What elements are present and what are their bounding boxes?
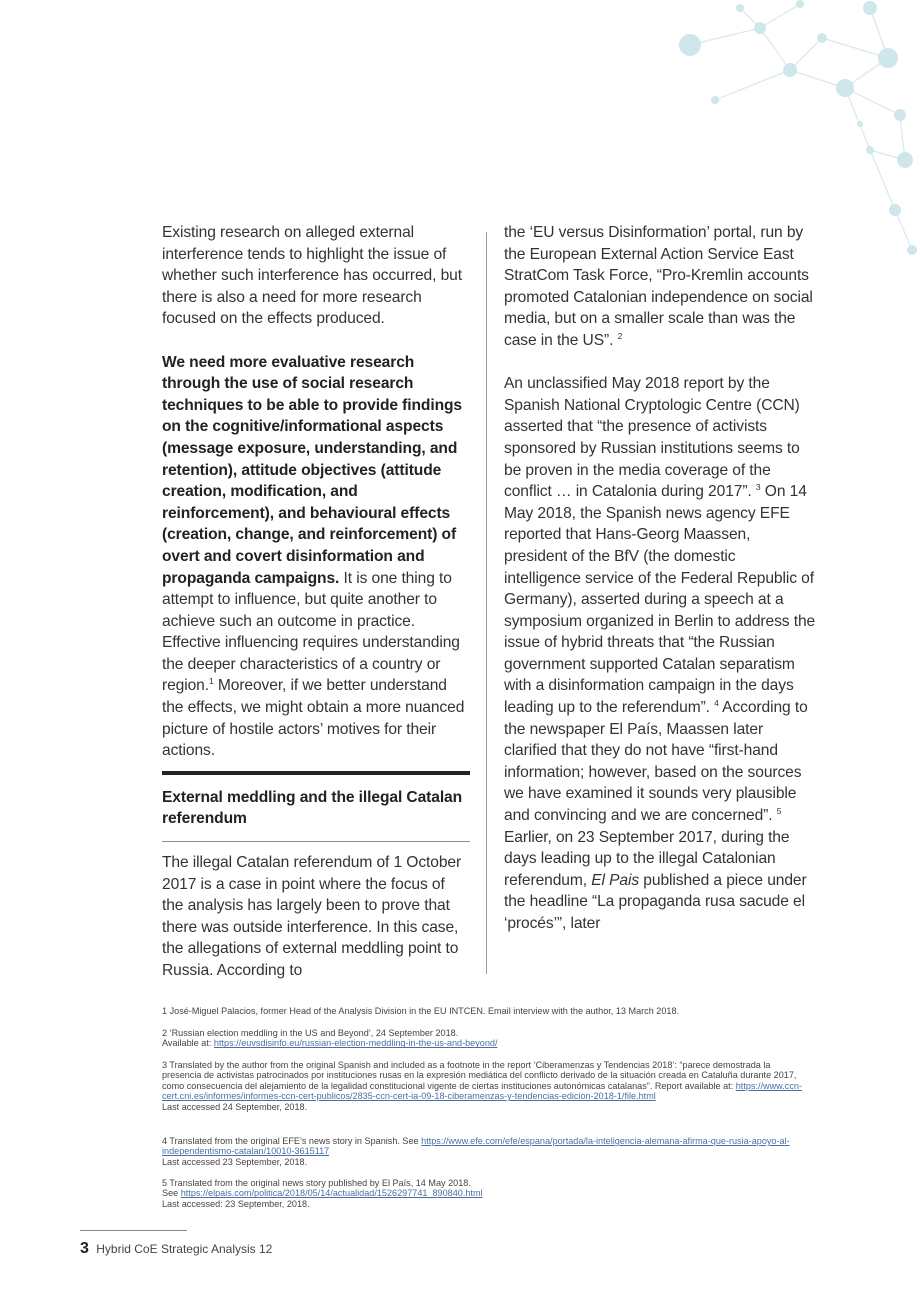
publication-title: Hybrid CoE Strategic Analysis 12 [96,1242,273,1256]
footnote-4: 4 Translated from the original EFE’s news story in Spanish. See https://www.efe.com/efe/espana/portada/la-inteligencia-alemana-afirma-que-rusia-apoyo-al-independentismo-catalan/10010-3615117 Last accessed 23 September, 2018. [162,1136,790,1167]
footnote-ref-4[interactable]: 4 [714,698,719,709]
body-text: Moreover, if we better understand the effects, we might obtain a more nuanced picture of hostile actors’ motives for their actions. [162,677,465,760]
footnote-5: 5 Translated from the original news story published by El País, 14 May 2018. See https://elpais.com/politica/2018/05/14/actualidad/1526297741_890840.html Last accessed: 23 September, 2018. [162,1178,483,1209]
left-column [162,222,470,982]
paragraph-catalan-referendum: The illegal Catalan referendum of 1 October 2017 is a case in point where the focus of the analysis has largely been to prove that there was outside interference. In this case, the allegations of external meddling point to Russia. According to [162,854,462,979]
footnote-ref-2[interactable]: 2 [617,330,623,341]
footnote-link[interactable]: https://elpais.com/politica/2018/05/14/actualidad/1526297741_890840.html [180,1188,483,1199]
page-footer [80,1240,272,1258]
body-text: An unclassified May 2018 report by the Spanish National Cryptologic Centre (CCN) asserted that “the presence of activists sponsored by Russian institutions seems to be proven in the media coverage of the conflict … in Catalonia during 2017”. [504,375,800,501]
bold-statement: We need more evaluative research through the use of social research techniques to be able to provide findings on the cognitive/informational aspects (message exposure, understanding, and retention), attitude objectives (attitude creation, modification, and reinforcement), and behavioural effects (creation, change, and reinforcement) of overt and covert disinformation and propaganda campaigns. [162,353,463,587]
footnote-link[interactable]: https://www.efe.com/efe/espana/portada/la-inteligencia-alemana-afirma-que-rusia-apoyo-al-independentismo-catalan/10010-3615117 [162,1136,790,1157]
paragraph-research-gap: Existing research on alleged external interference tends to highlight the issue of whether such interference has occurred, but there is also a need for more research focused on the effects produced. [162,224,462,328]
section-subheading: External meddling and the illegal Catalan referendum [162,788,463,828]
body-text: According to the newspaper El País, Maassen later clarified that they do not have “first-hand information; however, based on the sources we have examined it sounds very plausible and convincing and we are concerned”. [504,699,808,825]
right-column [504,222,816,935]
page-number: 3 [80,1240,89,1257]
footnote-ref-3[interactable]: 3 [755,482,761,493]
section-divider-thick [162,771,470,775]
paragraph-evaluative-research [162,352,470,762]
footnote-1: 1 José-Miguel Palacios, former Head of the Analysis Division in the EU INTCEN. Email interview with the author, 13 March 2018. [162,1006,680,1016]
body-text: On 14 May 2018, the Spanish news agency EFE reported that Hans-Georg Maassen, president of the BfV (the domestic intelligence service of the Federal Republic of Germany), asserted during a speech at a symposium organized in Berlin to address the issue of hybrid threats that “the Russian government supported Catalan separatism with a disinformation campaign in the days leading up to the referendum”. [504,483,816,717]
footnote-2: 2 ‘Russian election meddling in the US and Beyond’, 24 September 2018. Available at: https://euvsdisinfo.eu/russian-election-meddling-in-the-us-and-beyond/ [162,1028,498,1049]
italic-publication-name: El Pais [591,871,640,889]
column-divider [486,232,487,974]
body-text: It is one thing to attempt to influence, but quite another to achieve such an outcome in practice. Effective influencing requires understanding the deeper characteristics of a country or region. [162,569,460,695]
footnote-ref-1[interactable]: 1 [208,676,214,687]
paragraph-eu-disinfo [504,222,816,352]
footnote-ref-5[interactable]: 5 [776,806,782,817]
body-text: Earlier, on 23 September 2017, during the days leading up to the illegal Catalonian referendum, [504,828,790,889]
footnote-link[interactable]: https://euvsdisinfo.eu/russian-election-meddling-in-the-us-and-beyond/ [213,1038,498,1049]
body-text: published a piece under the headline “La propaganda rusa sacude el ‘procés’”, later [504,871,807,932]
section-divider-thin [162,841,470,842]
footnote-link[interactable]: https://www.ccn-cert.cni.es/informes/informes-ccn-cert-publicos/2835-ccn-cert-ia-09-18-ciberamenzas-y-tendencias-edicion-2018-1/file.html [162,1080,802,1102]
footnote-3: 3 Translated by the author from the original Spanish and included as a footnote in the report ‘Ciberamenzas y Tendencias 2018’: “parece demostrada la presencia de activistas patrocinados por instituciones rusas en la expresión mediática del conflicto derivado de la situación creada en Cataluña durante 2017, como consecuencia del alejamiento de la legalidad constitucional vigente de ciertas instituciones autonómicas catalanas”. Report available at: https://www.ccn-cert.cni.es/informes/informes-ccn-cert-publicos/2835-ccn-cert-ia-09-18-ciberamenzas-y-tendencias-edicion-2018-1/file.html Last accessed 24 September, 2018. [162,1060,802,1112]
paragraph-ccn-report [504,373,816,934]
footer-rule [80,1230,187,1231]
body-text: the ‘EU versus Disinformation’ portal, run by the European External Action Service East StratCom Task Force, “Pro-Kremlin accounts promoted Catalonian independence on social media, but on a smaller scale than was the case in the US”. [504,224,813,349]
